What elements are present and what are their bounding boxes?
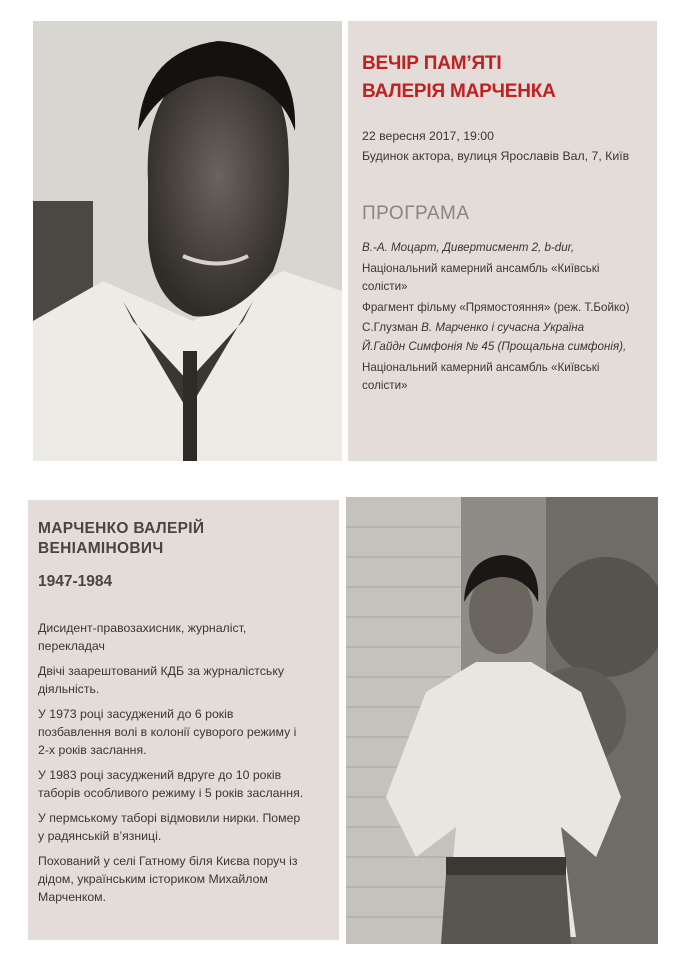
bio-line: Дисидент-правозахисник, журналіст, bbox=[38, 621, 247, 635]
bio-line: Двічі заарештований КДБ за журналістську bbox=[38, 664, 285, 678]
program-line: В.-А. Моцарт, Дивертисмент 2, b-dur, bbox=[362, 241, 575, 254]
bio-years: 1947-1984 bbox=[38, 573, 113, 590]
program-line: С.Глузман В. Марченко і сучасна Україна bbox=[362, 321, 585, 334]
bio-line: У пермському таборі відмовили нирки. Помер bbox=[38, 811, 301, 825]
standing-photo-bottom bbox=[346, 497, 658, 944]
biography-panel bbox=[28, 500, 339, 940]
event-date: 22 вересня 2017, 19:00 bbox=[362, 129, 494, 143]
portrait-photo-top bbox=[33, 21, 342, 461]
program-line: Національний камерний ансамбль «Київські bbox=[362, 262, 600, 275]
event-venue: Будинок актора, вулиця Ярославів Вал, 7, Київ bbox=[362, 149, 630, 163]
bio-line: Похований у селі Гатному біля Києва поруч із bbox=[38, 854, 298, 868]
bio-line: перекладач bbox=[38, 639, 105, 653]
bio-line: дідом, українським істориком Михайлом bbox=[38, 872, 268, 886]
event-title-line2: ВАЛЕРІЯ МАРЧЕНКА bbox=[362, 81, 556, 102]
bio-line: У 1973 році засуджений до 6 років bbox=[38, 707, 234, 721]
event-title-line1: ВЕЧІР ПАМ’ЯТІ bbox=[362, 53, 502, 74]
bio-line: 2-х років заслання. bbox=[38, 743, 147, 757]
program-heading: ПРОГРАМА bbox=[362, 203, 470, 224]
bio-line: У 1983 році засуджений вдруге до 10 років bbox=[38, 768, 282, 782]
program-line: солісти» bbox=[362, 280, 408, 293]
program-line: Й.Гайдн Симфонія № 45 (Прощальна симфонія), bbox=[362, 340, 627, 353]
bio-line: у радянській в’язниці. bbox=[38, 829, 162, 843]
bio-line: таборів особливого режиму і 5 років заслання. bbox=[38, 786, 304, 800]
bio-line: позбавлення волі в колонії суворого режиму і bbox=[38, 725, 297, 739]
event-info-panel bbox=[348, 21, 657, 461]
bio-name-line1: МАРЧЕНКО ВАЛЕРІЙ bbox=[38, 520, 205, 537]
program-line: солісти» bbox=[362, 379, 408, 392]
bio-name-line2: ВЕНІАМІНОВИЧ bbox=[38, 540, 164, 557]
program-line: Фрагмент фільму «Прямостояння» (реж. Т.Бойко) bbox=[362, 301, 630, 314]
bio-line: Марченком. bbox=[38, 890, 107, 904]
program-line: Національний камерний ансамбль «Київські bbox=[362, 361, 600, 374]
bio-line: діяльність. bbox=[38, 682, 100, 696]
